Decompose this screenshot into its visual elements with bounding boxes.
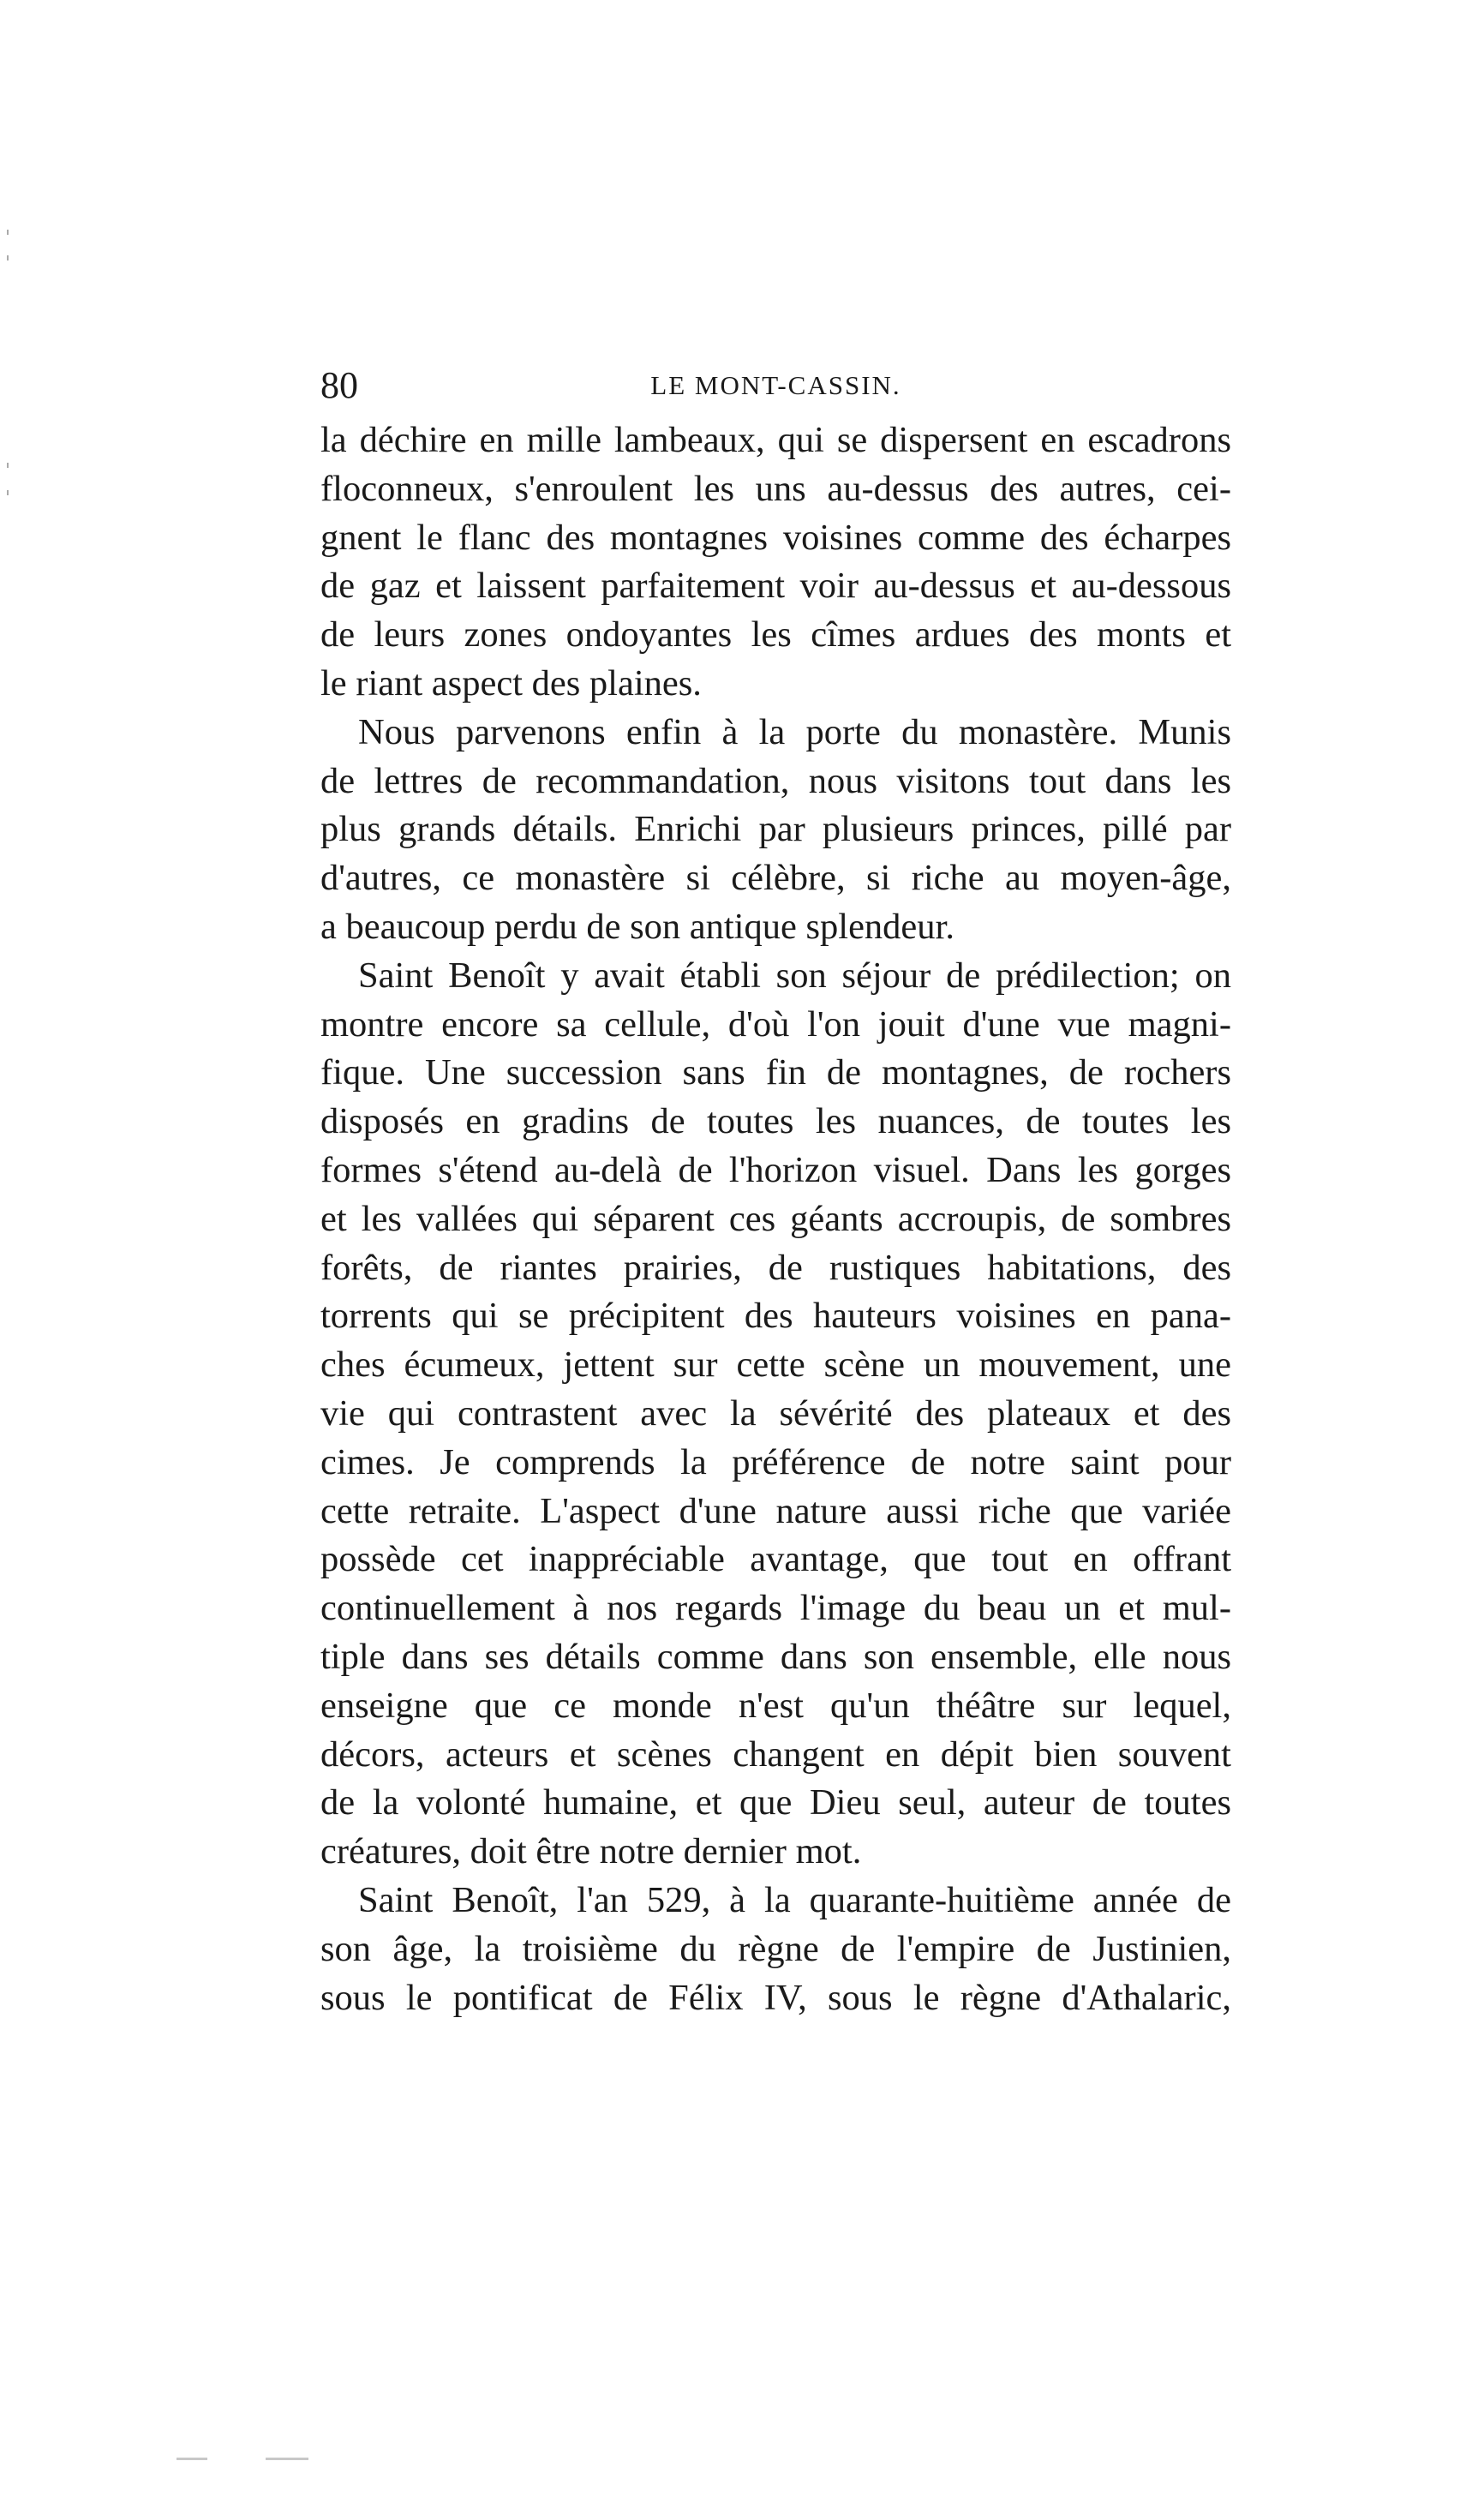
text-line: possède cet inappréciable avantage, que tout en offrant	[320, 1539, 1231, 1580]
text-line: Nous parvenons enfin à la porte du monastère. Munis	[358, 711, 1231, 752]
text-line: disposés en gradins de toutes les nuances, de toutes les	[320, 1101, 1231, 1142]
text-line: sous le pontificat de Félix IV, sous le règne d'Athalaric,	[320, 1977, 1231, 2018]
text-line: cimes. Je comprends la préférence de notre saint pour	[320, 1441, 1231, 1482]
text-line: créatures, doit être notre dernier mot.	[320, 1831, 862, 1872]
text-line: d'autres, ce monastère si célèbre, si riche au moyen-âge,	[320, 858, 1231, 899]
margin-speck	[7, 490, 9, 495]
text-line: vie qui contrastent avec la sévérité des plateaux et des	[320, 1392, 1231, 1434]
text-line: enseigne que ce monde n'est qu'un théâtre sur lequel,	[320, 1685, 1231, 1726]
text-line: fique. Une succession sans fin de montagnes, de rochers	[320, 1052, 1231, 1093]
page-header	[320, 360, 1231, 411]
text-line: de lettres de recommandation, nous visitons tout dans les	[320, 760, 1231, 801]
text-line: la déchire en mille lambeaux, qui se dispersent en escadrons	[320, 420, 1231, 460]
running-title: LE MONT-CASSIN.	[650, 370, 901, 400]
text-line: de la volonté humaine, et que Dieu seul, auteur de toutes	[320, 1782, 1231, 1823]
text-line: tiple dans ses détails comme dans son ensemble, elle nous	[320, 1636, 1231, 1677]
text-line: a beaucoup perdu de son antique splendeur.	[320, 906, 954, 947]
text-line: forêts, de riantes prairies, de rustiques habitations, des	[320, 1247, 1231, 1288]
margin-speck	[7, 463, 9, 468]
text-line: cette retraite. L'aspect d'une nature aussi riche que variée	[320, 1490, 1231, 1531]
text-line: formes s'étend au-delà de l'horizon visuel. Dans les gorges	[320, 1149, 1231, 1190]
text-line: de gaz et laissent parfaitement voir au-dessus et au-dessous	[320, 566, 1231, 607]
body-text	[320, 416, 1231, 2022]
text-line: torrents qui se précipitent des hauteurs voisines en pana-	[320, 1296, 1231, 1337]
text-line: ches écumeux, jettent sur cette scène un mouvement, une	[320, 1344, 1231, 1386]
text-line: gnent le flanc des montagnes voisines comme des écharpes	[320, 517, 1231, 558]
margin-speck	[7, 230, 9, 235]
text-line: floconneux, s'enroulent les uns au-dessus des autres, cei-	[320, 468, 1231, 509]
margin-speck	[7, 255, 9, 260]
text-line: son âge, la troisième du règne de l'empire de Justinien,	[320, 1928, 1231, 1969]
text-line: plus grands détails. Enrichi par plusieurs princes, pillé par	[320, 809, 1231, 850]
text-line: Saint Benoît, l'an 529, à la quarante-huitième année de	[358, 1879, 1231, 1920]
text-line: continuellement à nos regards l'image du beau un et mul-	[320, 1588, 1231, 1629]
text-line: Saint Benoît y avait établi son séjour de prédilection; on	[358, 955, 1231, 996]
text-line: montre encore sa cellule, d'où l'on jouit d'une vue magni-	[320, 1003, 1231, 1045]
text-line: de leurs zones ondoyantes les cîmes ardues des monts et	[320, 614, 1231, 656]
scan-speck	[177, 2458, 207, 2460]
scan-speck	[266, 2458, 308, 2460]
text-line: et les vallées qui séparent ces géants accroupis, de sombres	[320, 1198, 1231, 1239]
page-number: 80	[320, 364, 358, 406]
text-line: décors, acteurs et scènes changent en dépit bien souvent	[320, 1734, 1231, 1775]
text-line: le riant aspect des plaines.	[320, 662, 702, 704]
